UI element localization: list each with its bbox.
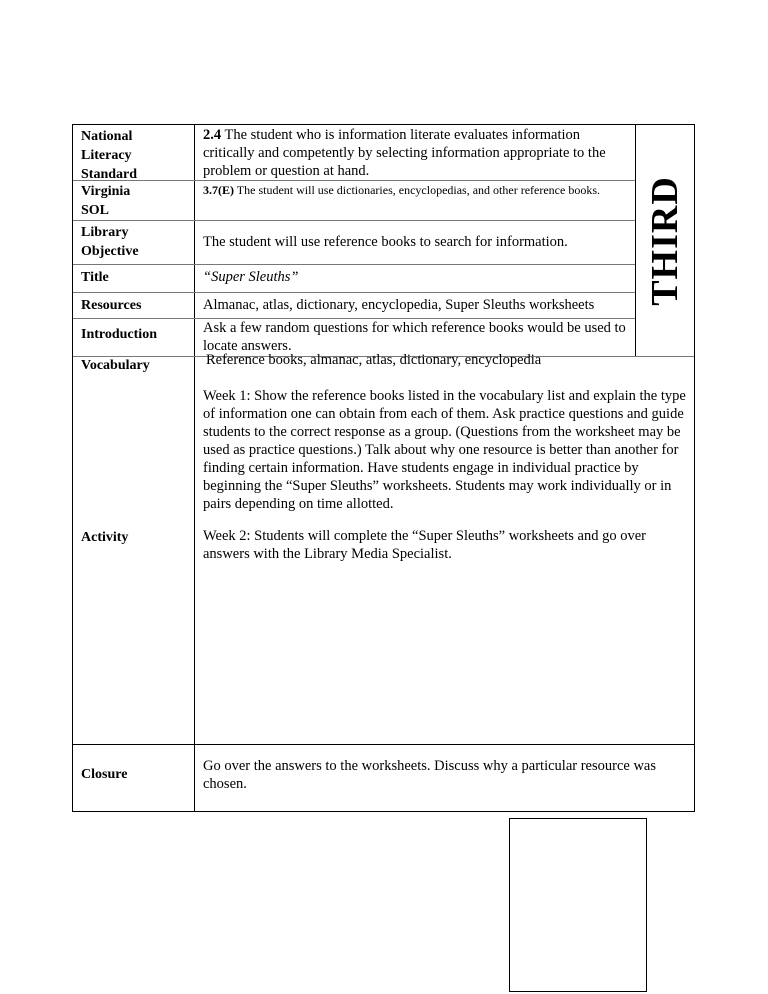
objective-label: Library Objective [81,225,139,259]
standard-text: The student who is information literate evaluates information critically and competently by selecting information appropriate to the problem or question at hand. [203,127,606,179]
introduction-label: Introduction [81,327,157,342]
label-column-divider [194,125,195,811]
activity-week2: Week 2: Students will complete the “Super Sleuths” worksheets and go over answers with the Library Media Specialist. [203,528,647,562]
activity-label: Activity [81,530,129,545]
grade-level-text: THIRD [644,176,687,306]
vocabulary-label: Vocabulary [81,358,150,373]
standard-label: National Literacy Standard [81,129,138,182]
sol-code: 3.7(E) [203,183,234,197]
objective-text: The student will use reference books to search for information. [203,234,568,250]
vocabulary-text: Reference books, almanac, atlas, dictionary, encyclopedia [206,352,542,368]
row-divider [73,220,635,221]
sol-label: Virginia SOL [81,184,131,218]
sol-text: The student will use dictionaries, encyclopedias, and other reference books. [236,183,601,197]
title-label: Title [81,270,109,285]
standard-code: 2.4 [203,127,222,143]
closure-label: Closure [81,767,128,782]
activity-week1: Week 1: Show the reference books listed in the vocabulary list and explain the type of information one can obtain from each of them. Ask practice questions and guide students to the correct response as a group. (Questions from the worksheet may be used as practice questions.) Talk about why one resource is better than another for finding certain information. Have students engage in individual practice by beginning the “Super Sleuths” worksheets. Students may work individually or in pairs depending on time allotted. [203,388,686,512]
closure-text: Go over the answers to the worksheets. Discuss why a particular resource was chosen. [203,758,656,792]
standard-content [203,126,631,180]
row-divider [73,264,635,265]
sol-content [203,182,631,198]
blank-box [509,818,647,992]
resources-label: Resources [81,298,142,313]
row-divider [73,292,635,293]
introduction-text: Ask a few random questions for which reference books would be used to locate answers. [203,320,626,354]
row-divider [73,744,694,745]
lesson-plan-table [72,124,695,812]
lesson-title: “Super Sleuths” [203,269,299,285]
grade-level-label [636,126,694,356]
resources-text: Almanac, atlas, dictionary, encyclopedia, Super Sleuths worksheets [203,297,595,313]
